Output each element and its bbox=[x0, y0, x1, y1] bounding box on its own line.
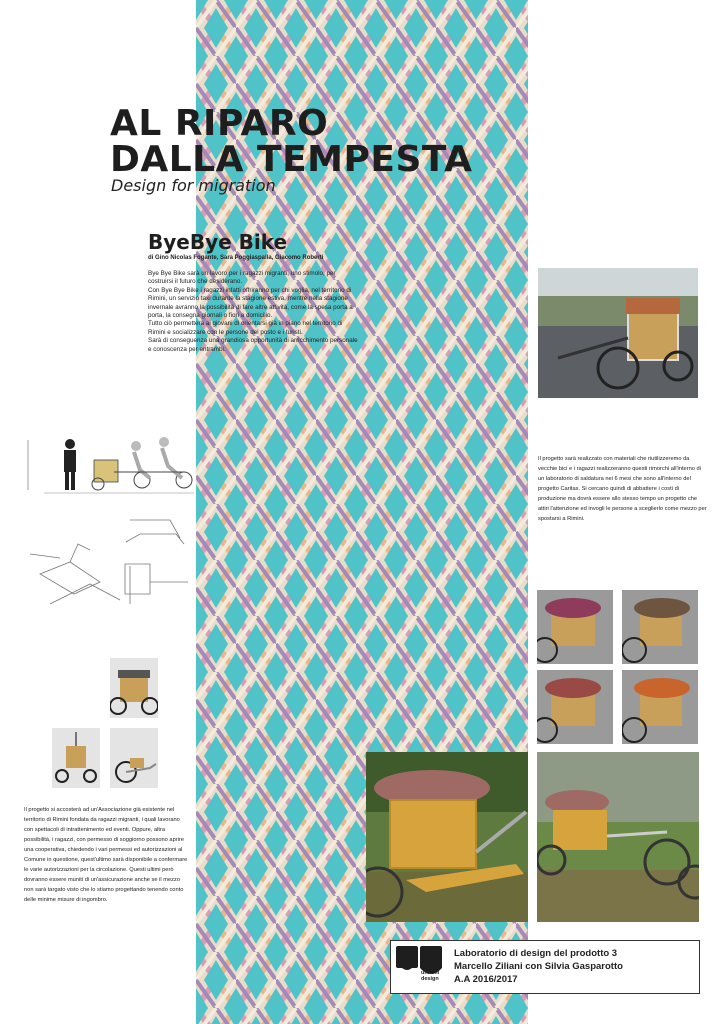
logo-text-line1: unirsm bbox=[421, 970, 440, 976]
poster-title-line1: AL RIPARO bbox=[110, 103, 329, 144]
frame-technical-drawing bbox=[30, 514, 190, 624]
footer-credits bbox=[454, 947, 623, 986]
trailer-garden-photo bbox=[366, 752, 528, 922]
project-description bbox=[148, 270, 358, 354]
project-authors: di Gino Nicolas Fogante, Sara Poggiaspalla, Giacomo Roberti bbox=[148, 255, 324, 261]
cushion-photo-red bbox=[537, 670, 613, 744]
trailer-with-bike-photo bbox=[537, 752, 699, 922]
project-title: ByeBye Bike bbox=[148, 230, 288, 254]
description-paragraph: Sarà di conseguenza una grandiosa opportunità di arricchimento personale e conoscenza per entrambi. bbox=[148, 337, 358, 353]
scale-drawing bbox=[24, 432, 194, 496]
trailer-front-view bbox=[110, 658, 158, 718]
cushion-photo-purple bbox=[537, 590, 613, 664]
footer-course: Laboratorio di design del prodotto 3 bbox=[454, 948, 618, 959]
trailer-top-view bbox=[52, 728, 100, 788]
logo-text bbox=[421, 970, 439, 982]
poster-title bbox=[110, 103, 473, 180]
side-description: Il progetto sarà realizzato con materiali che riutilizzeremo da vecchie bici e i ragazzi realizzeranno questi rimorchi all'interno di un laboratorio di saldatura nei 6 mesi che sono all'interno del progetto Caritas. Si cercano quindi di abbattere i costi di produzione ma dovrà essere allo stesso tempo un progetto che attiri l'attenzione ed invogli le persone a sceglierlo come mezzo per spostarsi a Rimini. bbox=[538, 456, 707, 522]
footer-academic-year: A.A 2016/2017 bbox=[454, 974, 518, 985]
description-paragraph: Bye Bye Bike sarà un lavoro per i ragazzi migranti, uno stimolo, per costruirsi il futuro che desiderano. bbox=[148, 270, 336, 286]
description-paragraph: Con Bye Bye Bike i ragazzi infatti offriranno per chi voglia, nel territorio di Rimini, un servizio taxi durante la stagione estiva, mentre nella stagione invernale avranno la possibilità di fare altre attività, come la spesa porta a porta, la consegna giornali o fiori a domicilio. bbox=[148, 286, 353, 320]
poster-title-line2: DALLA TEMPESTA bbox=[110, 139, 473, 180]
trailer-street-photo bbox=[538, 268, 698, 398]
footer-teachers: Marcello Ziliani con Silvia Gasparotto bbox=[454, 961, 623, 972]
cushion-photo-brown bbox=[622, 590, 698, 664]
trailer-side-view bbox=[110, 728, 158, 788]
poster-subtitle: Design for migration bbox=[111, 176, 276, 195]
cushion-photo-orange bbox=[622, 670, 698, 744]
logo-text-line2: design bbox=[421, 976, 439, 982]
description-paragraph: Tutto ciò permetterà ai giovani di orientarsi già in piano nel territorio di Rimini e socializzare con le persone del posto e i turisti. bbox=[148, 320, 343, 336]
bottom-description: Il progetto si accosterà ad un'Associazione già esistente nel territorio di Rimini fondata da ragazzi migranti, i quali lavorano con spettacoli di intrattenimento ed eventi. Oppure, altra possibilità, i ragazzi, con permesso di soggiorno possono aprire una cooperativa, chiedendo i vari permessi ed autorizzazioni al Comune in questione, quest'ultimo sarà disponibile a confermare le varie autorizzazioni per la circolazione. Questi ultimi però dovranno essere muniti di un'assicurazione anche se il mezzo non sarà targato visto che lo stiamo progettando tenendo conto delle minime misure di ingombro. bbox=[24, 807, 188, 903]
